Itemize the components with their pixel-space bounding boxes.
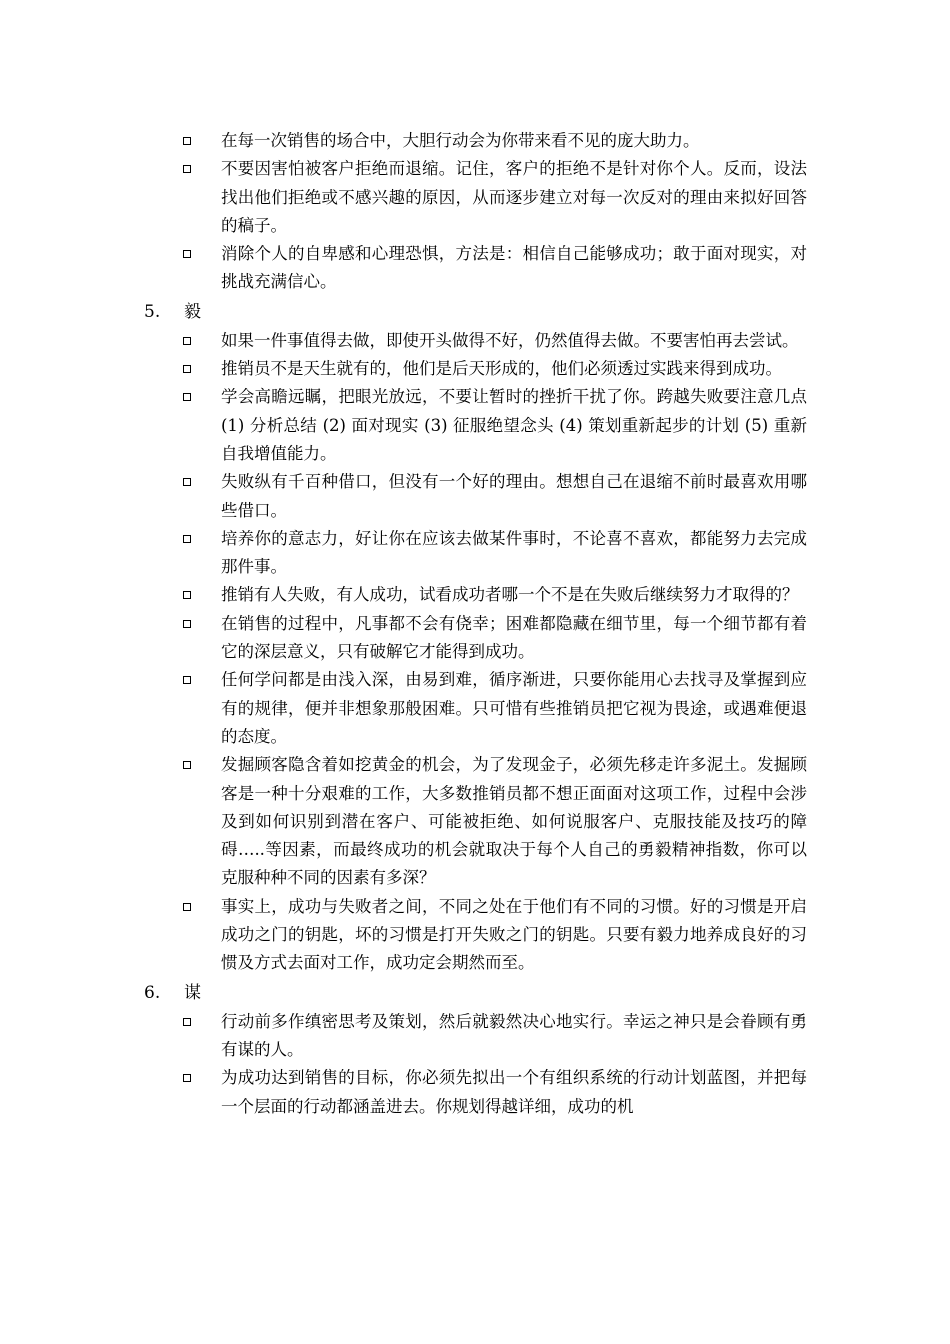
section-heading-5: [0, 297, 950, 327]
square-bullet-icon: [183, 337, 191, 345]
list-item: [0, 893, 807, 978]
square-bullet-icon: [183, 676, 191, 684]
list-item-text: 如果一件事值得去做，即使开头做得不好，仍然值得去做。不要害怕再去尝试。: [221, 330, 799, 350]
section-number: 5.: [144, 301, 161, 322]
section-5-list: [0, 327, 950, 978]
square-bullet-icon: [183, 478, 191, 486]
list-item: [0, 525, 807, 582]
list-item: [0, 610, 807, 667]
square-bullet-icon: [183, 137, 191, 145]
list-item-text: 培养你的意志力，好让你在应该去做某件事时，不论喜不喜欢，都能努力去完成那件事。: [221, 528, 807, 577]
list-item: [0, 666, 807, 751]
bullet-list-continued: [0, 127, 950, 297]
square-bullet-icon: [183, 1074, 191, 1082]
list-item: [0, 355, 807, 383]
list-item-text: 推销员不是天生就有的，他们是后天形成的，他们必须透过实践来得到成功。: [221, 359, 782, 379]
square-bullet-icon: [183, 620, 191, 628]
list-item: [0, 327, 807, 355]
square-bullet-icon: [183, 591, 191, 599]
list-item: [0, 468, 807, 525]
list-item: [0, 155, 807, 240]
list-item-text: 推销有人失败，有人成功，试看成功者哪一个不是在失败后继续努力才取得的？: [221, 585, 799, 605]
square-bullet-icon: [183, 165, 191, 173]
list-item-text: 发掘顾客隐含着如挖黄金的机会，为了发现金子，必须先移走许多泥土。发掘顾客是一种十分艰难的工作，大多数推销员都不想正面面对这项工作，过程中会涉及到如何识别到潜在客户、可能被拒绝、如何说服客户、克服技能及技巧的障碍…..等因素，而最终成功的机会就取决于每个人自己的勇毅精神指数，你可以克服种种不同的因素有多深？: [221, 755, 807, 888]
list-item-text: 在每一次销售的场合中，大胆行动会为你带来看不见的庞大助力。: [221, 131, 700, 150]
section-title: 毅: [184, 301, 201, 322]
square-bullet-icon: [183, 250, 191, 258]
square-bullet-icon: [183, 761, 191, 769]
list-item-text: 学会高瞻远瞩，把眼光放远，不要让暂时的挫折干扰了你。跨越失败要注意几点 (1) 分析总结 (2) 面对现实 (3) 征服绝望念头 (4) 策划重新起步的计划 (5) 重新自我增值能力。: [221, 387, 807, 463]
section-title: 谋: [184, 982, 201, 1003]
section-heading-6: [0, 978, 950, 1008]
square-bullet-icon: [183, 393, 191, 401]
document-body: [0, 127, 950, 1121]
list-item-text: 任何学问都是由浅入深，由易到难，循序渐进，只要你能用心去找寻及掌握到应有的规律，便并非想象那般困难。只可惜有些推销员把它视为畏途，或遇难便退的态度。: [221, 670, 807, 746]
list-item-text: 失败纵有千百种借口，但没有一个好的理由。想想自己在退缩不前时最喜欢用哪些借口。: [221, 472, 807, 520]
list-item-text: 事实上，成功与失败者之间，不同之处在于他们有不同的习惯。好的习惯是开启成功之门的钥匙，坏的习惯是打开失败之门的钥匙。只要有毅力地养成良好的习惯及方式去面对工作，成功定会期然而至。: [221, 896, 807, 973]
list-item: [0, 383, 807, 468]
list-item: [0, 127, 807, 155]
square-bullet-icon: [183, 365, 191, 373]
list-item-text: 不要因害怕被客户拒绝而退缩。记住，客户的拒绝不是针对你个人。反而，设法找出他们拒绝或不感兴趣的原因，从而逐步建立对每一次反对的理由来拟好回答的稿子。: [221, 159, 807, 235]
list-item: [0, 1008, 807, 1065]
list-item: [0, 581, 807, 609]
list-item-text: 在销售的过程中，凡事都不会有侥幸；困难都隐藏在细节里，每一个细节都有着它的深层意义，只有破解它才能得到成功。: [221, 613, 807, 662]
list-item-text: 为成功达到销售的目标，你必须先拟出一个有组织系统的行动计划蓝图，并把每一个层面的行动都涵盖进去。你规划得越详细，成功的机: [221, 1068, 807, 1116]
list-item-text: 消除个人的自卑感和心理恐惧，方法是：相信自己能够成功；敢于面对现实，对挑战充满信心。: [221, 244, 807, 292]
square-bullet-icon: [183, 535, 191, 543]
list-item: [0, 240, 807, 297]
section-number: 6.: [144, 982, 161, 1003]
list-item: [0, 751, 807, 892]
square-bullet-icon: [183, 903, 191, 911]
section-6-list: [0, 1008, 950, 1121]
list-item-text: 行动前多作缜密思考及策划，然后就毅然决心地实行。幸运之神只是会眷顾有勇有谋的人。: [221, 1011, 807, 1059]
list-item: [0, 1064, 807, 1121]
square-bullet-icon: [183, 1018, 191, 1026]
